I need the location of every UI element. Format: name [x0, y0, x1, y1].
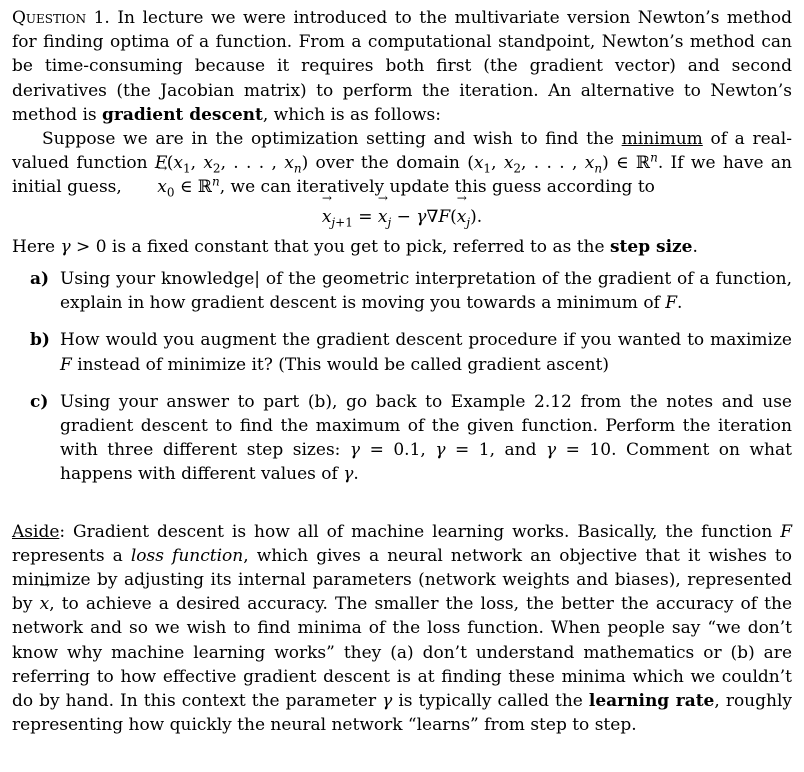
math-function: F — [154, 153, 167, 174]
aside-paragraph: Aside: Gradient descent is how all of machine learning works. Basically, the function F represents a loss function, which gives a neural network an objective that it wishes to minimize by adjusting its internal parameters (network weights and biases), represented by → x, to achieve a desired accuracy. The smaller the loss, the better the accuracy of the network and so we wish to find minima of the loss function. When people say “we don’t know why machine learning works” they (a) don’t understand mathematics or (b) are referring to how effective gradient descent is at finding these minima which we couldn’t do by hand. In this context the parameter γ is typically called the learning rate, roughly representing how quickly the neural network “learns” from step to step. — [12, 520, 792, 738]
question-label: Question 1. — [12, 8, 110, 28]
question-intro: Question 1. In lecture we were introduced to the multivariate version Newton’s method for finding optima of a function. From a computational standpoint, Newton’s method can be time-consuming because it requires both first (the gradient vector) and second derivatives (the Jacobian matrix) to perform the iteration. An alternative to Newton’s method is gradient descent, which is as follows: — [12, 8, 793, 125]
math-x0: → x — [127, 175, 167, 199]
part-b: b) How would you augment the gradient descent procedure if you wanted to maximize F instead of minimize it? (This would be called gradient ascent) — [30, 330, 792, 375]
term-learning-rate: learning rate — [588, 691, 715, 712]
parts-list — [12, 267, 792, 487]
term-loss-function: loss function — [130, 545, 244, 566]
term-step-size: step size — [609, 236, 693, 257]
update-equation: → $x_{j+1}$ = → $x_j - \gamma\nabla F(\to x_j)$. — [12, 205, 792, 229]
step-size-text: Here γ > 0 is a fixed constant that you get to pick, referred to as the step size. — [12, 236, 698, 257]
part-a: a) Using your knowledge| of the geometric interpretation of the gradient of a function, explain in how gradient descent is moving you towards a minimum of F. — [30, 269, 792, 314]
aside-heading: Aside — [12, 521, 60, 542]
term-minimum: minimum — [621, 129, 703, 150]
part-c: c) Using your answer to part (b), go back to Example 2.12 from the notes and use gradient descent to find the maximum of the given function. Perform the iteration with three different step sizes: γ = 0.1, γ = 1, and γ = 10. Comment on what happens with different values of γ. — [30, 391, 792, 485]
term-gradient-descent: gradient descent — [102, 104, 263, 125]
question-setup: Suppose we are in the optimization setting and wish to find the minimum of a real-valued function $F(x_1$, $x_2$, . . . , $x_n$) over the domain ($x_1$, $x_2$, . . . , $x_n$) ∈ ℝ$^n$. If we have an initial guess, → $x_0$ ∈ ℝ$^n$, we can iteratively update this guess according to — [12, 127, 792, 200]
